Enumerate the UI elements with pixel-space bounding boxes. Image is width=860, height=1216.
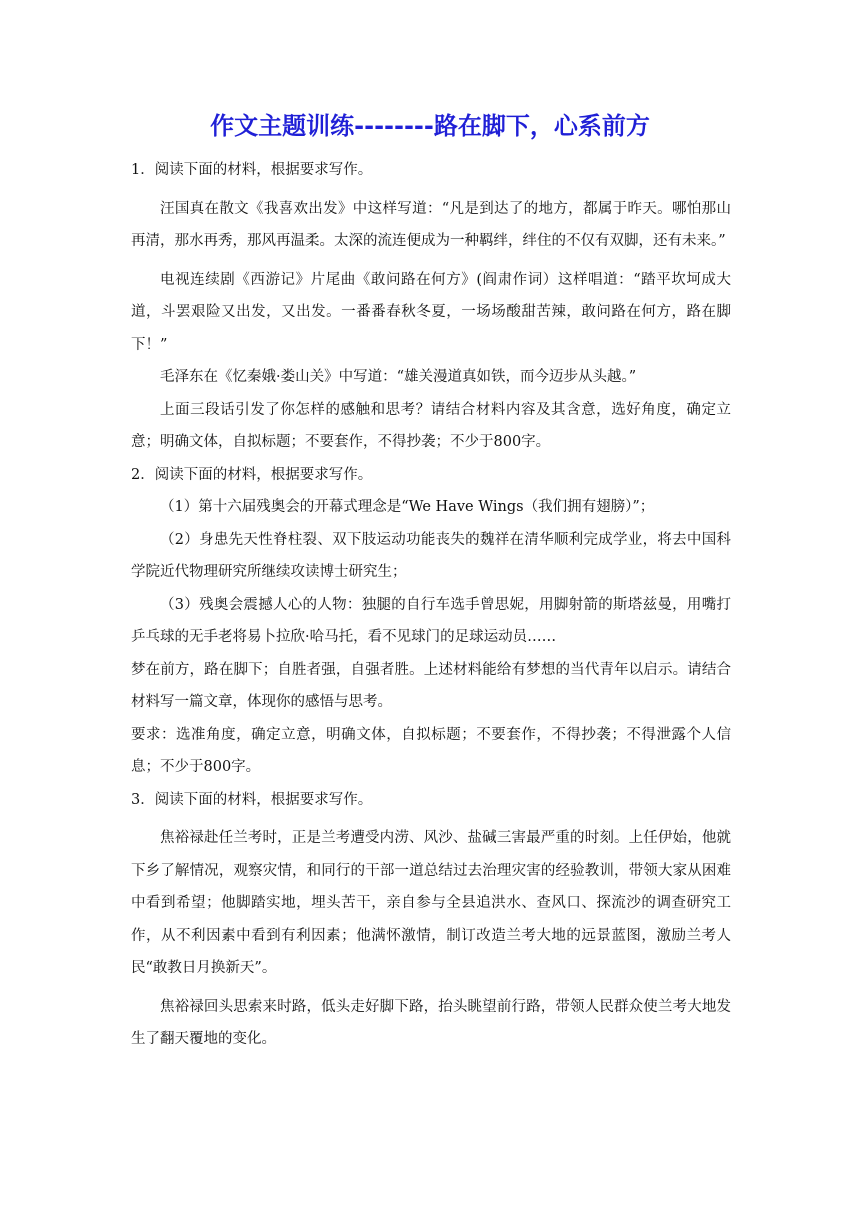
material-item: （2）身患先天性脊柱裂、双下肢运动功能丧失的魏祥在清华顺利完成学业，将去中国科学院近代物理研究所继续攻读博士研究生； (131, 531, 731, 580)
material-paragraph: 毛泽东在《忆秦娥·娄山关》中写道：“雄关漫道真如铁，而今迈步从头越。” (160, 369, 637, 385)
question-3-prompt: 3．阅读下面的材料，根据要求写作。 (131, 791, 373, 808)
document-body (131, 154, 731, 1056)
material-paragraph: 汪国真在散文《我喜欢出发》中这样写道：“凡是到达了的地方，都属于昨天。哪怕那山再清，那水再秀，那风再温柔。太深的流连便成为一种羁绊，绊住的不仅有双脚，还有未来。” (131, 200, 731, 249)
requirement-paragraph: 要求：选准角度，确定立意，明确文体，自拟标题；不要套作，不得抄袭；不得泄露个人信息；不少于800字。 (131, 726, 731, 775)
question-2-prompt: 2．阅读下面的材料，根据要求写作。 (131, 466, 373, 483)
material-paragraph: 梦在前方，路在脚下；自胜者强，自强者胜。上述材料能给有梦想的当代青年以启示。请结合材料写一篇文章，体现你的感悟与思考。 (131, 661, 731, 710)
question-1-prompt: 1．阅读下面的材料，根据要求写作。 (131, 162, 373, 178)
requirement-paragraph: 上面三段话引发了你怎样的感触和思考？请结合材料内容及其含意，选好角度，确定立意；明确文体，自拟标题；不要套作，不得抄袭；不少于800字。 (131, 401, 731, 450)
material-paragraph: 焦裕禄赴任兰考时，正是兰考遭受内涝、风沙、盐碱三害最严重的时刻。上任伊始，他就下乡了解情况，观察灾情，和同行的干部一道总结过去治理灾害的经验教训，带领大家从困难中看到希望；他脚踏实地，埋头苦干，亲自参与全县追洪水、查风口、探流沙的调查研究工作，从不利因素中看到有利因素；他满怀激情，制订改造兰考大地的远景蓝图，激励兰考人民“敢教日月换新天”。 (131, 830, 731, 976)
material-paragraph: 电视连续剧《西游记》片尾曲《敢问路在何方》(阎肃作词）这样唱道：“踏平坎坷成大道，斗罢艰险又出发，又出发。一番番春秋冬夏，一场场酸甜苦辣，敢问路在何方，路在脚下！” (131, 271, 731, 353)
material-item: （3）残奥会震撼人心的人物：独腿的自行车选手曾思妮，用脚射箭的斯塔兹曼，用嘴打乒乓球的无手老将易卜拉欣·哈马托，看不见球门的足球运动员…… (131, 596, 731, 645)
material-item: （1）第十六届残奥会的开幕式理念是“We Have Wings（我们拥有翅膀）”； (160, 499, 655, 515)
material-paragraph: 焦裕禄回头思索来时路，低头走好脚下路，抬头眺望前行路，带领人民群众使兰考大地发生了翻天覆地的变化。 (131, 998, 731, 1047)
page-title: 作文主题训练--------路在脚下，心系前方 (210, 112, 650, 140)
